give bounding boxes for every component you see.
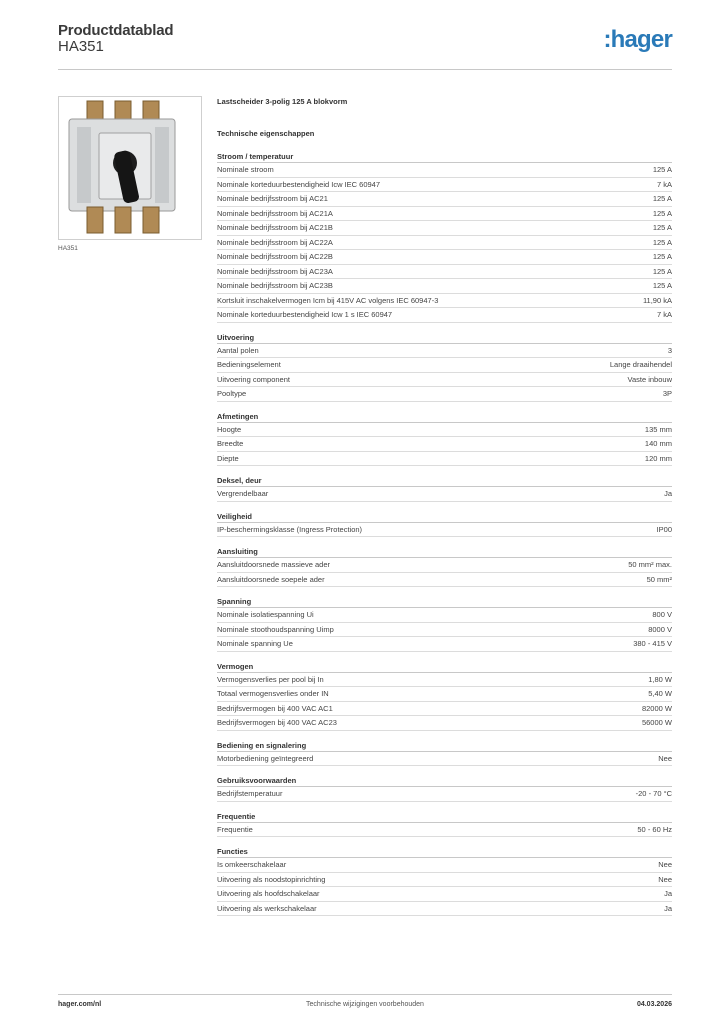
spec-row xyxy=(217,279,672,294)
spec-value: 11,90 kA xyxy=(642,295,672,305)
spec-row xyxy=(217,344,672,359)
section-title: Veiligheid xyxy=(217,510,672,523)
spec-value: 120 mm xyxy=(644,453,672,463)
spec-value: Nee xyxy=(658,753,672,763)
spec-row xyxy=(217,221,672,236)
spec-row xyxy=(217,358,672,373)
spec-value: 3 xyxy=(667,345,672,355)
spec-label: Nominale bedrijfsstroom bij AC23A xyxy=(217,266,333,276)
spec-value: IP00 xyxy=(656,524,672,534)
spec-label: Nominale korteduurbestendigheid Icw IEC 60947 xyxy=(217,179,381,189)
spec-label: Uitvoering component xyxy=(217,374,290,384)
spec-value: 56000 W xyxy=(641,718,672,728)
spec-label: Nominale bedrijfsstroom bij AC23B xyxy=(217,281,333,291)
spec-row xyxy=(217,623,672,638)
spec-row xyxy=(217,387,672,402)
footer-disclaimer: Technische wijzigingen voorbehouden xyxy=(306,1001,424,1008)
spec-content xyxy=(217,96,672,924)
spec-label: Bedrijfstemperatuur xyxy=(217,789,283,799)
spec-row xyxy=(217,294,672,309)
spec-value: 125 A xyxy=(652,266,672,276)
spec-row xyxy=(217,265,672,280)
spec-value: 50 mm² xyxy=(646,574,672,584)
spec-row xyxy=(217,207,672,222)
spec-row xyxy=(217,787,672,802)
section-title: Bediening en signalering xyxy=(217,739,672,752)
spec-row xyxy=(217,423,672,438)
spec-value: 7 kA xyxy=(656,179,672,189)
spec-row xyxy=(217,687,672,702)
product-name: Lastscheider 3-polig 125 A blokvorm xyxy=(217,97,348,106)
section-title: Gebruiksvoorwaarden xyxy=(217,774,672,787)
spec-label: Bedieningselement xyxy=(217,360,281,370)
spec-label: Bedrijfsvermogen bij 400 VAC AC1 xyxy=(217,703,333,713)
spec-value: 125 A xyxy=(652,223,672,233)
section-title: Deksel, deur xyxy=(217,474,672,487)
section-title: Vermogen xyxy=(217,660,672,673)
spec-value: 5,40 W xyxy=(648,689,672,699)
document-title: Productdatablad xyxy=(58,22,174,39)
spec-row xyxy=(217,858,672,873)
spec-section xyxy=(217,774,672,802)
spec-label: Uitvoering als werkschakelaar xyxy=(217,903,317,913)
spec-section xyxy=(217,595,672,652)
footer-date: 04.03.2026 xyxy=(636,1001,672,1008)
spec-label: Nominale isolatiespanning Ui xyxy=(217,610,314,620)
spec-label: Nominale korteduurbestendigheid Icw 1 s IEC 60947 xyxy=(217,310,393,320)
spec-value: 125 A xyxy=(652,281,672,291)
spec-label: Nominale bedrijfsstroom bij AC21 xyxy=(217,194,328,204)
technical-properties-title: Technische eigenschappen xyxy=(217,129,315,138)
spec-value: Nee xyxy=(658,860,672,870)
spec-label: Nominale bedrijfsstroom bij AC22A xyxy=(217,237,333,247)
hager-logo: :hager xyxy=(603,26,672,53)
spec-value: 50 - 60 Hz xyxy=(637,824,672,834)
spec-value: 380 - 415 V xyxy=(633,639,672,649)
spec-value: 800 V xyxy=(652,610,672,620)
spec-label: Breedte xyxy=(217,439,244,449)
spec-label: Is omkeerschakelaar xyxy=(217,860,287,870)
spec-label: Vergrendelbaar xyxy=(217,489,269,499)
spec-row xyxy=(217,752,672,767)
spec-label: Motorbediening geïntegreerd xyxy=(217,753,314,763)
spec-label: Uitvoering als hoofdschakelaar xyxy=(217,889,320,899)
spec-value: 140 mm xyxy=(644,439,672,449)
spec-section xyxy=(217,739,672,767)
spec-row xyxy=(217,573,672,588)
spec-label: IP-beschermingsklasse (Ingress Protection) xyxy=(217,524,363,534)
spec-value: 1,80 W xyxy=(648,674,672,684)
section-title: Frequentie xyxy=(217,810,672,823)
spec-value: 8000 V xyxy=(648,624,672,634)
page-header xyxy=(58,20,672,70)
spec-section xyxy=(217,660,672,731)
spec-value: 125 A xyxy=(652,194,672,204)
spec-row xyxy=(217,437,672,452)
section-title: Uitvoering xyxy=(217,331,672,344)
spec-row xyxy=(217,673,672,688)
spec-row xyxy=(217,608,672,623)
spec-value: Ja xyxy=(664,903,672,913)
spec-label: Nominale bedrijfsstroom bij AC21B xyxy=(217,223,333,233)
spec-row xyxy=(217,637,672,652)
load-switch-product-photo-icon xyxy=(59,97,201,239)
spec-value: 125 A xyxy=(652,252,672,262)
spec-label: Frequentie xyxy=(217,824,253,834)
spec-row xyxy=(217,236,672,251)
spec-label: Nominale stoothoudspanning Uimp xyxy=(217,624,334,634)
spec-value: 125 A xyxy=(652,165,672,175)
spec-value: 7 kA xyxy=(656,310,672,320)
spec-row xyxy=(217,308,672,323)
spec-value: Nee xyxy=(658,874,672,884)
spec-label: Nominale bedrijfsstroom bij AC22B xyxy=(217,252,333,262)
section-title: Afmetingen xyxy=(217,410,672,423)
spec-section xyxy=(217,510,672,538)
spec-label: Pooltype xyxy=(217,389,247,399)
spec-row xyxy=(217,887,672,902)
spec-value: 82000 W xyxy=(641,703,672,713)
spec-row xyxy=(217,487,672,502)
spec-row xyxy=(217,823,672,838)
spec-value: 50 mm² max. xyxy=(628,560,672,570)
spec-row xyxy=(217,452,672,467)
section-title: Spanning xyxy=(217,595,672,608)
spec-value: 125 A xyxy=(652,208,672,218)
spec-row xyxy=(217,716,672,731)
spec-section xyxy=(217,410,672,467)
spec-label: Totaal vermogensverlies onder IN xyxy=(217,689,329,699)
spec-label: Hoogte xyxy=(217,424,242,434)
spec-section xyxy=(217,545,672,587)
spec-row xyxy=(217,192,672,207)
product-code: HA351 xyxy=(58,38,104,55)
spec-section xyxy=(217,474,672,502)
spec-label: Nominale spanning Ue xyxy=(217,639,293,649)
spec-section xyxy=(217,845,672,916)
spec-value: 3P xyxy=(662,389,672,399)
section-title: Functies xyxy=(217,845,672,858)
spec-label: Nominale stroom xyxy=(217,165,274,175)
section-title: Aansluiting xyxy=(217,545,672,558)
spec-row xyxy=(217,902,672,917)
spec-value: Ja xyxy=(664,889,672,899)
image-caption: HA351 xyxy=(58,245,78,252)
spec-label: Vermogensverlies per pool bij In xyxy=(217,674,324,684)
section-title: Stroom / temperatuur xyxy=(217,150,672,163)
spec-label: Aansluitdoorsnede massieve ader xyxy=(217,560,330,570)
spec-section xyxy=(217,810,672,838)
spec-sections xyxy=(217,150,672,916)
spec-section xyxy=(217,331,672,402)
spec-value: 135 mm xyxy=(644,424,672,434)
spec-label: Aantal polen xyxy=(217,345,259,355)
spec-label: Bedrijfsvermogen bij 400 VAC AC23 xyxy=(217,718,337,728)
spec-row xyxy=(217,178,672,193)
product-image xyxy=(58,96,202,240)
spec-value: Lange draaihendel xyxy=(609,360,672,370)
spec-label: Kortsluit inschakelvermogen Icm bij 415V AC volgens IEC 60947-3 xyxy=(217,295,439,305)
spec-label: Aansluitdoorsnede soepele ader xyxy=(217,574,325,584)
spec-section xyxy=(217,150,672,323)
spec-row xyxy=(217,250,672,265)
spec-row xyxy=(217,702,672,717)
spec-label: Uitvoering als noodstopinrichting xyxy=(217,874,326,884)
spec-row xyxy=(217,523,672,538)
spec-label: Nominale bedrijfsstroom bij AC21A xyxy=(217,208,333,218)
spec-value: -20 - 70 °C xyxy=(635,789,672,799)
spec-row xyxy=(217,558,672,573)
footer-website-link[interactable]: hager.com/nl xyxy=(58,1001,102,1008)
spec-row xyxy=(217,373,672,388)
page-footer xyxy=(58,994,672,1014)
spec-row xyxy=(217,873,672,888)
spec-value: Ja xyxy=(664,489,672,499)
spec-label: Diepte xyxy=(217,453,239,463)
spec-value: Vaste inbouw xyxy=(627,374,672,384)
spec-value: 125 A xyxy=(652,237,672,247)
spec-row xyxy=(217,163,672,178)
